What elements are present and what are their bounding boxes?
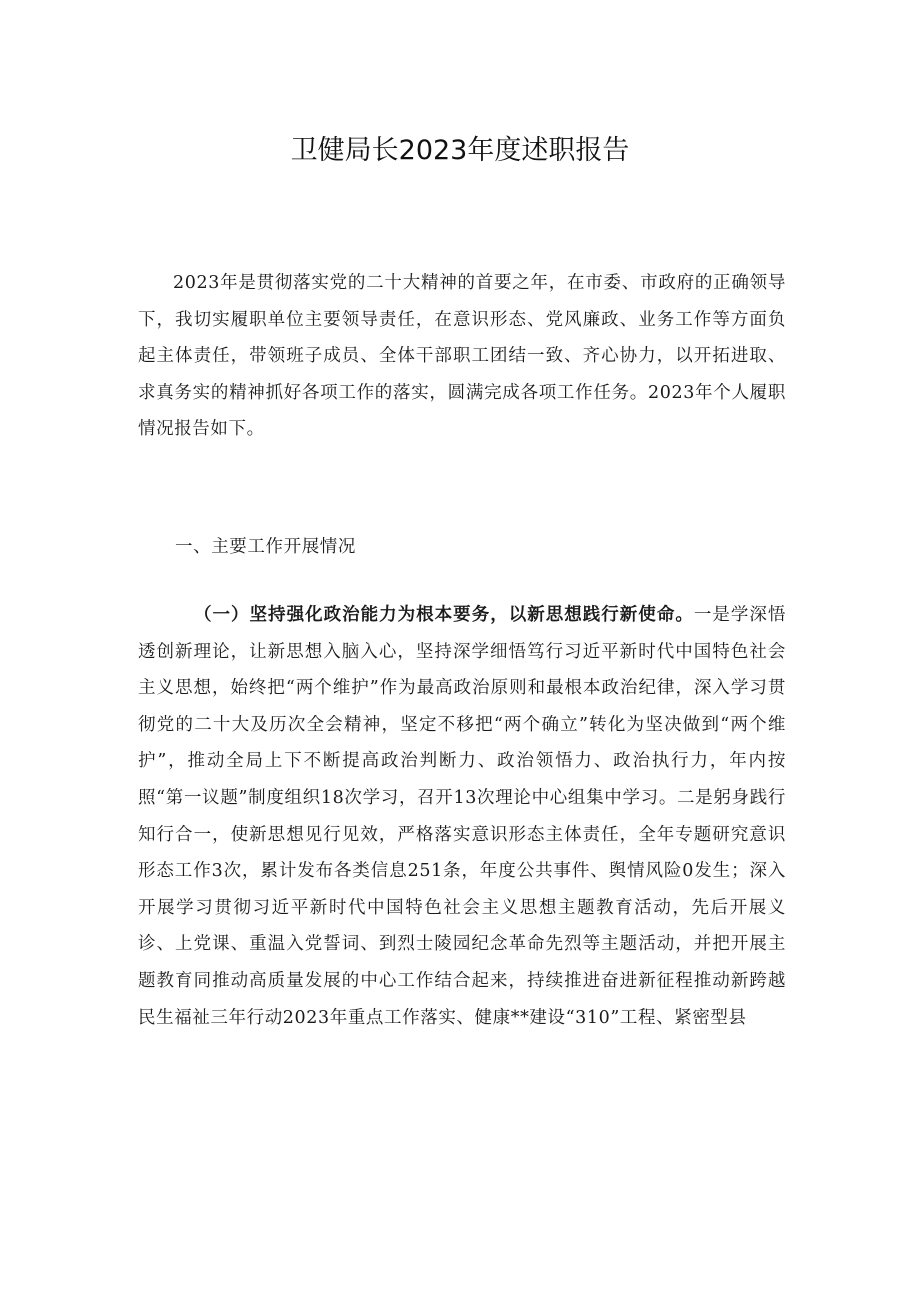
section-heading: 一、主要工作开展情况: [175, 537, 356, 557]
subsection-lead: （一）坚持强化政治能力为根本要务，以新思想践行新使命。: [194, 605, 694, 625]
document-title: 卫健局长2023年度述职报告: [290, 135, 630, 166]
intro-paragraph: 2023年是贯彻落实党的二十大精神的首要之年，在市委、市政府的正确领导下，我切实履职单位主要领导责任，在意识形态、党风廉政、业务工作等方面负起主体责任，带领班子成员、全体干部职工团结一致、齐心协力，以开拓进取、求真务实的精神抓好各项工作的落实，圆满完成各项工作任务。2023年个人履职情况报告如下。: [138, 273, 786, 440]
subsection-paragraph: [138, 597, 786, 1036]
subsection-body: 一是学深悟透创新理论，让新思想入脑入心，坚持深学细悟笃行习近平新时代中国特色社会主义思想，始终把“两个维护”作为最高政治原则和最根本政治纪律，深入学习贯彻党的二十大及历次全会精神，坚定不移把“两个确立”转化为坚决做到“两个维护”，推动全局上下不断提高政治判断力、政治领悟力、政治执行力，年内按照“第一议题”制度组织18次学习，召开13次理论中心组集中学习。二是躬身践行知行合一，使新思想见行见效，严格落实意识形态主体责任，全年专题研究意识形态工作3次，累计发布各类信息251条，年度公共事件、舆情风险0发生；深入开展学习贯彻习近平新时代中国特色社会主义思想主题教育活动，先后开展义诊、上党课、重温入党誓词、到烈士陵园纪念革命先烈等主题活动，并把开展主题教育同推动高质量发展的中心工作结合起来，持续推进奋进新征程推动新跨越民生福祉三年行动2023年重点工作落实、健康**建设“310”工程、紧密型县: [138, 605, 786, 1028]
